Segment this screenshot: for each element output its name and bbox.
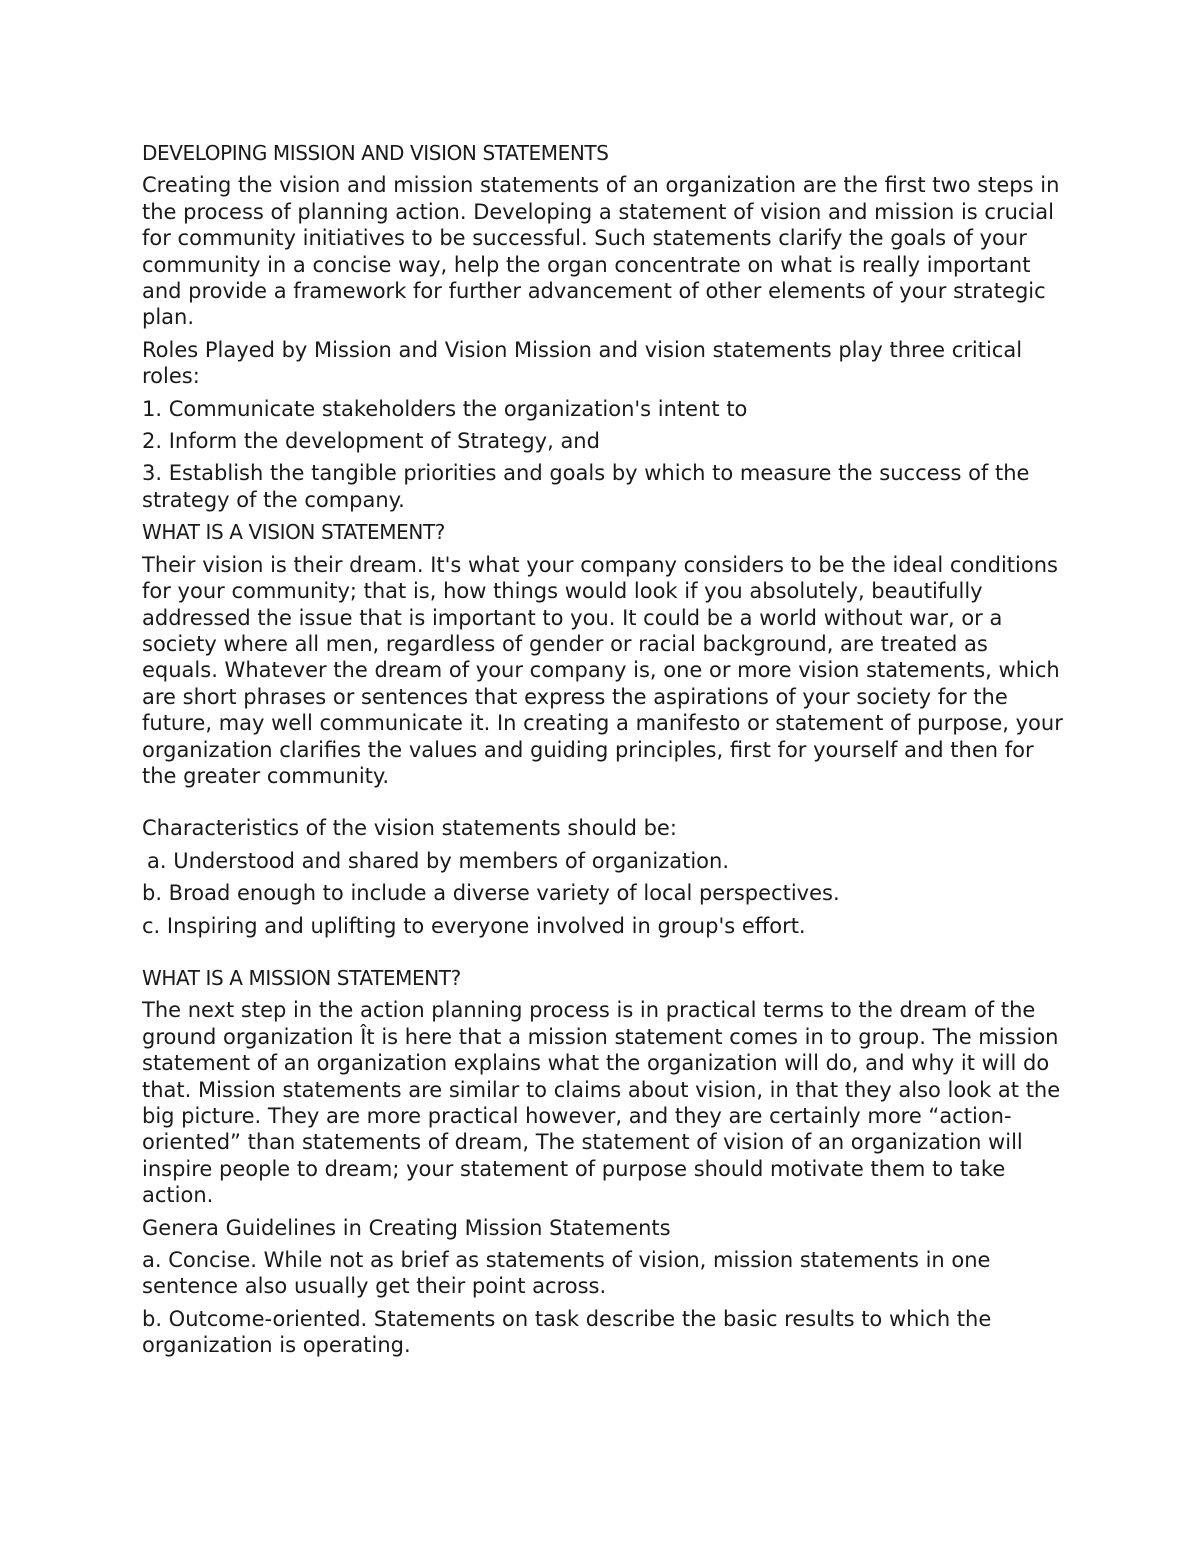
roles-item-3: 3. Establish the tangible priorities and goals by which to measure the success of the strategy of the company.: [142, 461, 1030, 512]
characteristics-item-c: c. Inspiring and uplifting to everyone involved in group's effort.: [142, 913, 806, 938]
intro-paragraph: Creating the vision and mission statements of an organization are the first two steps in the process of planning action. Developing a statement of vision and mission is crucial for community initiatives to be successful. Such statements clarify the goals of your community in a concise way, help the organ concentrate on what is really important and provide a framework for further advancement of other elements of your strategic plan.: [142, 173, 1060, 330]
document-title: DEVELOPING MISSION AND VISION STATEMENTS: [142, 141, 609, 165]
vision-heading: WHAT IS A VISION STATEMENT?: [142, 520, 445, 545]
characteristics-intro: Characteristics of the vision statements should be:: [142, 816, 677, 841]
roles-item-2: 2. Inform the development of Strategy, and: [142, 429, 600, 454]
characteristics-item-a: a. Understood and shared by members of organization.: [147, 848, 729, 873]
roles-item-1: 1. Communicate stakeholders the organization's intent to: [142, 396, 748, 421]
guidelines-item-b: b. Outcome-oriented. Statements on task describe the basic results to which the organization is operating.: [142, 1306, 992, 1358]
mission-paragraph: The next step in the action planning process is in practical terms to the dream of the ground organization Ît is here that a mission statement comes in to group. The mission statement of an organization explains what the organization will do, and why it will do that. Mission statements are similar to claims about vision, in that they also look at the big picture. They are more practical however, and they are certainly more “action-oriented” than statements of dream, The statement of vision of an organization will inspire people to dream; your statement of purpose should motivate them to take action.: [142, 998, 1061, 1208]
vision-paragraph: Their vision is their dream. It's what your company considers to be the ideal conditions for your community; that is, how things would look if you absolutely, beautifully addressed the issue that is important to you. It could be a world without war, or a society where all men, regardless of gender or racial background, are treated as equals. Whatever the dream of your company is, one or more vision statements, which are short phrases or sentences that express the aspirations of your society for the future, may well communicate it. In creating a manifesto or statement of purpose, your organization clarifies the values and guiding principles, first for yourself and then for the greater community.: [142, 552, 1063, 788]
characteristics-item-b: b. Broad enough to include a diverse variety of local perspectives.: [142, 881, 840, 906]
mission-heading: WHAT IS A MISSION STATEMENT?: [142, 965, 461, 990]
guidelines-item-a: a. Concise. While not as brief as statements of vision, mission statements in one sentence also usually get their point across.: [142, 1248, 991, 1299]
document-page: [142, 140, 1067, 1365]
roles-intro: Roles Played by Mission and Vision Mission and vision statements play three critical roles:: [142, 337, 1023, 389]
guidelines-intro: Genera Guidelines in Creating Mission Statements: [142, 1215, 671, 1240]
